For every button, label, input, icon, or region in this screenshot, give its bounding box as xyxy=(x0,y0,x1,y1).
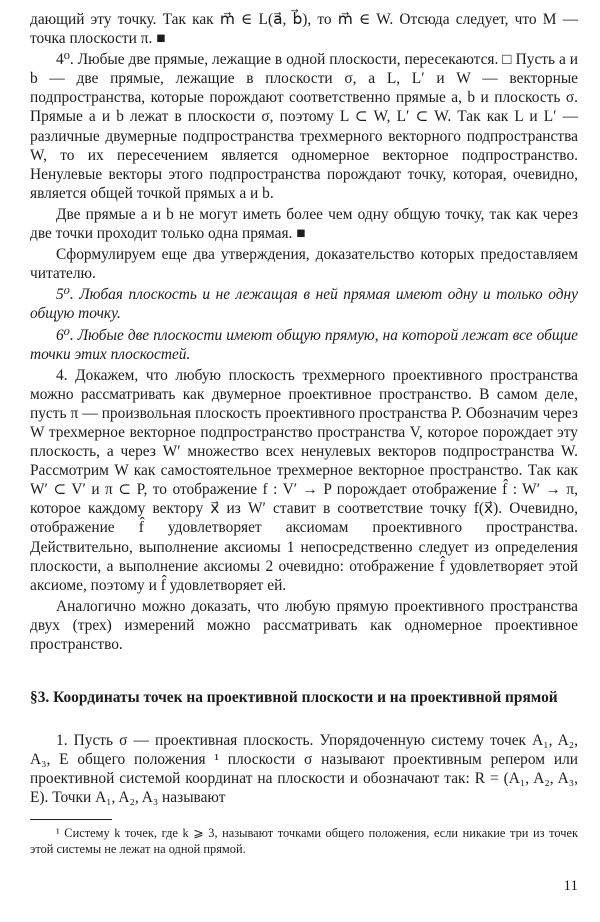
footnote: ¹ Систему k точек, где k ⩾ 3, называют точками общего положения, если никакие три из точек этой системы не лежат на одной прямой. xyxy=(30,826,578,856)
paragraph-2: 4⁰. Любые две прямые, лежащие в одной плоскости, пересекаются. □ Пусть a и b — две прямые, лежащие в плоскости σ, а L, L′ и W — векторные подпространства, которые порождают соответственно прямые a, b и плоскость σ. Прямые a и b лежат в плоскости σ, поэтому L ⊂ W, L′ ⊂ W. Так как L и L′ — различные двумерные подпространства трехмерного векторного подпространства W, то их пересечением является одномерное векторное подпространство. Ненулевые векторы этого подпространства порождают точку, которая, очевидно, является общей точкой прямых a и b. xyxy=(30,51,578,202)
statement-6: 6⁰. Любые две плоскости имеют общую прямую, на которой лежат все общие точки этих плоскостей. xyxy=(30,326,578,363)
section-paragraph: 1. Пусть σ — проективная плоскость. Упорядоченную систему точек A₁, A₂, A₃, E общего положения ¹ плоскости σ называют проективным репером или проективной системой координат на плоскости и обозначают так: R = (A₁, A₂, A₃, E). Точки A₁, A₂, A₃ называют xyxy=(30,732,578,807)
page-body xyxy=(30,10,578,857)
paragraph-3: Две прямые a и b не могут иметь более чем одну общую точку, так как через две точки проходит только одна прямая. ■ xyxy=(30,205,578,243)
statement-5: 5⁰. Любая плоскость и не лежащая в ней прямая имеют одну и только одну общую точку. xyxy=(30,286,578,323)
paragraph-4: Сформулируем еще два утверждения, доказательство которых предоставляем читателю. xyxy=(30,246,578,283)
footnote-divider xyxy=(30,819,112,820)
paragraph-analog: Аналогично можно доказать, что любую прямую проективного пространства двух (трех) измерений можно рассматривать как одномерное проективное пространство. xyxy=(30,597,578,653)
section-heading: §3. Координаты точек на проективной плоскости и на проективной прямой xyxy=(30,689,558,707)
paragraph-1: дающий эту точку. Так как m⃗ ∈ L(a⃗, b⃗), то m⃗ ∈ W. Отсюда следует, что M — точка плоскости π. ■ xyxy=(30,11,578,48)
page-number: 11 xyxy=(563,878,578,894)
paragraph-theorem-4: 4. Докажем, что любую плоскость трехмерного проективного пространства можно рассматривать как двумерное проективное пространство. В самом деле, пусть π — произвольная плоскость проективного пространства P. Обозначим через W трехмерное векторное подпространство пространства V, которое порождает эту плоскость, а через W′ множество всех ненулевых векторов подпространства W. Рассмотрим W как самостоятельное трехмерное векторное пространство. Так как W′ ⊂ V′ и π ⊂ P, то отображение f : V′ → P порождает отображение f̂ : W′ → π, которое каждому вектору x⃗ из W′ ставит в соответствие точку f(x⃗). Очевидно, отображение f̂ удовлетворяет аксиомам проективного пространства. Действительно, выполнение аксиомы 1 непосредственно следует из определения плоскости, а выполнение аксиомы 2 очевидно: отображение f̂ удовлетворяет этой аксиоме, поэтому и f̂ удовлетворяет ей. xyxy=(30,366,578,594)
